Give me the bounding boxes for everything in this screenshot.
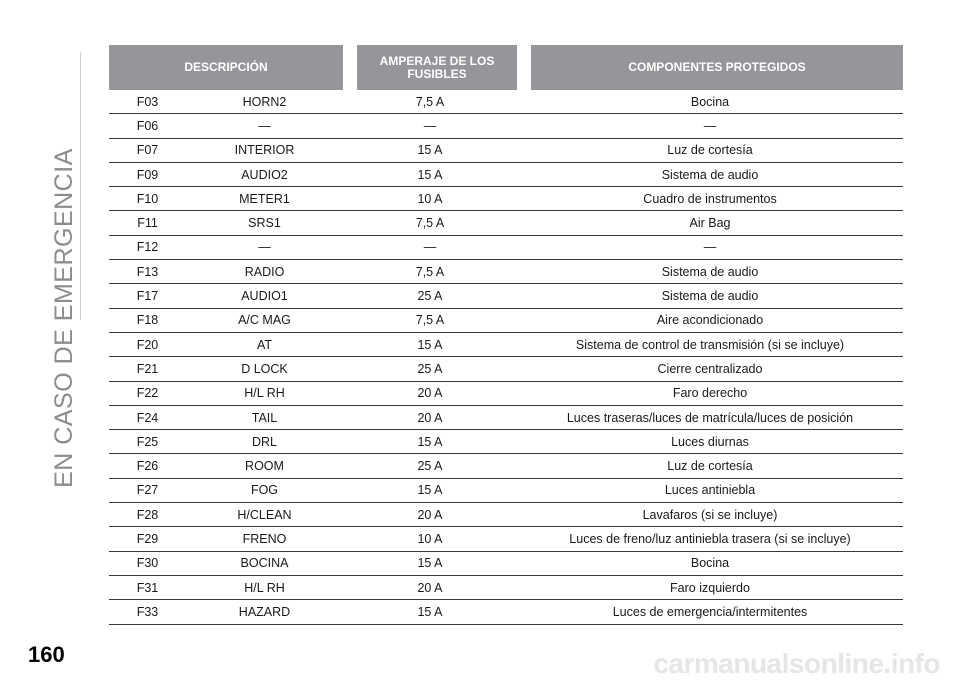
- component-cell: Luz de cortesía: [517, 138, 903, 162]
- fuse-id-cell: F06: [109, 114, 186, 138]
- fuse-id-cell: F18: [109, 308, 186, 332]
- component-cell: Luces diurnas: [517, 430, 903, 454]
- header-gap: [517, 45, 531, 90]
- amperage-cell: 20 A: [343, 381, 517, 405]
- fuse-id-cell: F03: [109, 90, 186, 114]
- amperage-cell: 10 A: [343, 187, 517, 211]
- amperage-cell: 25 A: [343, 454, 517, 478]
- amperage-cell: 7,5 A: [343, 211, 517, 235]
- fuse-name-cell: DRL: [186, 430, 343, 454]
- component-cell: Cuadro de instrumentos: [517, 187, 903, 211]
- component-cell: —: [517, 235, 903, 259]
- fuse-name-cell: H/L RH: [186, 381, 343, 405]
- fuse-id-cell: F24: [109, 405, 186, 429]
- table-row: [109, 600, 903, 624]
- fuse-id-cell: F28: [109, 503, 186, 527]
- table-row: [109, 138, 903, 162]
- amperage-cell: 20 A: [343, 503, 517, 527]
- table-row: [109, 332, 903, 356]
- table-row: [109, 551, 903, 575]
- table-row: [109, 162, 903, 186]
- header-components: COMPONENTES PROTEGIDOS: [531, 45, 903, 90]
- fuse-id-cell: F17: [109, 284, 186, 308]
- header-amperage: AMPERAJE DE LOS FUSIBLES: [357, 45, 517, 90]
- component-cell: Sistema de audio: [517, 162, 903, 186]
- section-side-title-text: EN CASO DE EMERGENCIA: [50, 148, 78, 488]
- page-number: 160: [28, 642, 65, 667]
- amperage-cell: 15 A: [343, 478, 517, 502]
- fuse-id-cell: F12: [109, 235, 186, 259]
- amperage-cell: 20 A: [343, 575, 517, 599]
- table-row: [109, 211, 903, 235]
- fuse-name-cell: —: [186, 114, 343, 138]
- component-cell: Sistema de audio: [517, 260, 903, 284]
- table-row: [109, 381, 903, 405]
- component-cell: Luces de freno/luz antiniebla trasera (si se incluye): [517, 527, 903, 551]
- watermark-text: carmanualsonline.info: [653, 648, 940, 679]
- amperage-cell: 7,5 A: [343, 308, 517, 332]
- component-cell: Cierre centralizado: [517, 357, 903, 381]
- fuse-id-cell: F25: [109, 430, 186, 454]
- fuse-id-cell: F20: [109, 332, 186, 356]
- fuse-name-cell: AUDIO1: [186, 284, 343, 308]
- fuse-id-cell: F13: [109, 260, 186, 284]
- fuse-name-cell: HORN2: [186, 90, 343, 114]
- fuse-name-cell: AUDIO2: [186, 162, 343, 186]
- fuse-name-cell: SRS1: [186, 211, 343, 235]
- component-cell: —: [517, 114, 903, 138]
- table-row: [109, 235, 903, 259]
- fuse-name-cell: H/CLEAN: [186, 503, 343, 527]
- component-cell: Aire acondicionado: [517, 308, 903, 332]
- fuse-id-cell: F29: [109, 527, 186, 551]
- component-cell: Bocina: [517, 551, 903, 575]
- fuse-name-cell: RADIO: [186, 260, 343, 284]
- component-cell: Air Bag: [517, 211, 903, 235]
- amperage-cell: —: [343, 235, 517, 259]
- fuse-id-cell: F31: [109, 575, 186, 599]
- table-row: [109, 357, 903, 381]
- fuse-name-cell: FRENO: [186, 527, 343, 551]
- fuse-name-cell: METER1: [186, 187, 343, 211]
- component-cell: Luces traseras/luces de matrícula/luces de posición: [517, 405, 903, 429]
- side-divider: [80, 52, 81, 320]
- fuse-id-cell: F10: [109, 187, 186, 211]
- component-cell: Luces antiniebla: [517, 478, 903, 502]
- fuse-name-cell: ROOM: [186, 454, 343, 478]
- table-row: [109, 114, 903, 138]
- amperage-cell: 15 A: [343, 600, 517, 624]
- table-row: [109, 90, 903, 114]
- fuse-id-cell: F33: [109, 600, 186, 624]
- table-row: [109, 575, 903, 599]
- fuse-id-cell: F09: [109, 162, 186, 186]
- table-row: [109, 454, 903, 478]
- table-row: [109, 478, 903, 502]
- header-description: DESCRIPCIÓN: [109, 45, 343, 90]
- table-row: [109, 308, 903, 332]
- fuse-id-cell: F22: [109, 381, 186, 405]
- fuse-id-cell: F27: [109, 478, 186, 502]
- amperage-cell: 15 A: [343, 551, 517, 575]
- fuse-name-cell: AT: [186, 332, 343, 356]
- component-cell: Faro derecho: [517, 381, 903, 405]
- component-cell: Bocina: [517, 90, 903, 114]
- component-cell: Sistema de control de transmisión (si se incluye): [517, 332, 903, 356]
- component-cell: Luces de emergencia/intermitentes: [517, 600, 903, 624]
- fuse-name-cell: —: [186, 235, 343, 259]
- amperage-cell: 7,5 A: [343, 90, 517, 114]
- amperage-cell: 15 A: [343, 332, 517, 356]
- fuse-table: [109, 45, 903, 625]
- fuse-name-cell: D LOCK: [186, 357, 343, 381]
- table-row: [109, 260, 903, 284]
- amperage-cell: 15 A: [343, 430, 517, 454]
- amperage-cell: 10 A: [343, 527, 517, 551]
- fuse-name-cell: BOCINA: [186, 551, 343, 575]
- table-row: [109, 527, 903, 551]
- component-cell: Lavafaros (si se incluye): [517, 503, 903, 527]
- fuse-id-cell: F11: [109, 211, 186, 235]
- table-row: [109, 503, 903, 527]
- fuse-id-cell: F07: [109, 138, 186, 162]
- fuse-name-cell: HAZARD: [186, 600, 343, 624]
- fuse-name-cell: TAIL: [186, 405, 343, 429]
- table-row: [109, 430, 903, 454]
- amperage-cell: 20 A: [343, 405, 517, 429]
- component-cell: Luz de cortesía: [517, 454, 903, 478]
- amperage-cell: 15 A: [343, 138, 517, 162]
- header-gap: [343, 45, 357, 90]
- fuse-id-cell: F30: [109, 551, 186, 575]
- table-row: [109, 284, 903, 308]
- fuse-name-cell: FOG: [186, 478, 343, 502]
- amperage-cell: 25 A: [343, 357, 517, 381]
- amperage-cell: 25 A: [343, 284, 517, 308]
- fuse-table-body: [109, 90, 903, 624]
- fuse-name-cell: H/L RH: [186, 575, 343, 599]
- fuse-id-cell: F21: [109, 357, 186, 381]
- component-cell: Sistema de audio: [517, 284, 903, 308]
- fuse-name-cell: INTERIOR: [186, 138, 343, 162]
- amperage-cell: —: [343, 114, 517, 138]
- amperage-cell: 7,5 A: [343, 260, 517, 284]
- fuse-id-cell: F26: [109, 454, 186, 478]
- amperage-cell: 15 A: [343, 162, 517, 186]
- component-cell: Faro izquierdo: [517, 575, 903, 599]
- table-row: [109, 405, 903, 429]
- fuse-name-cell: A/C MAG: [186, 308, 343, 332]
- fuse-table-header: [109, 45, 903, 90]
- table-row: [109, 187, 903, 211]
